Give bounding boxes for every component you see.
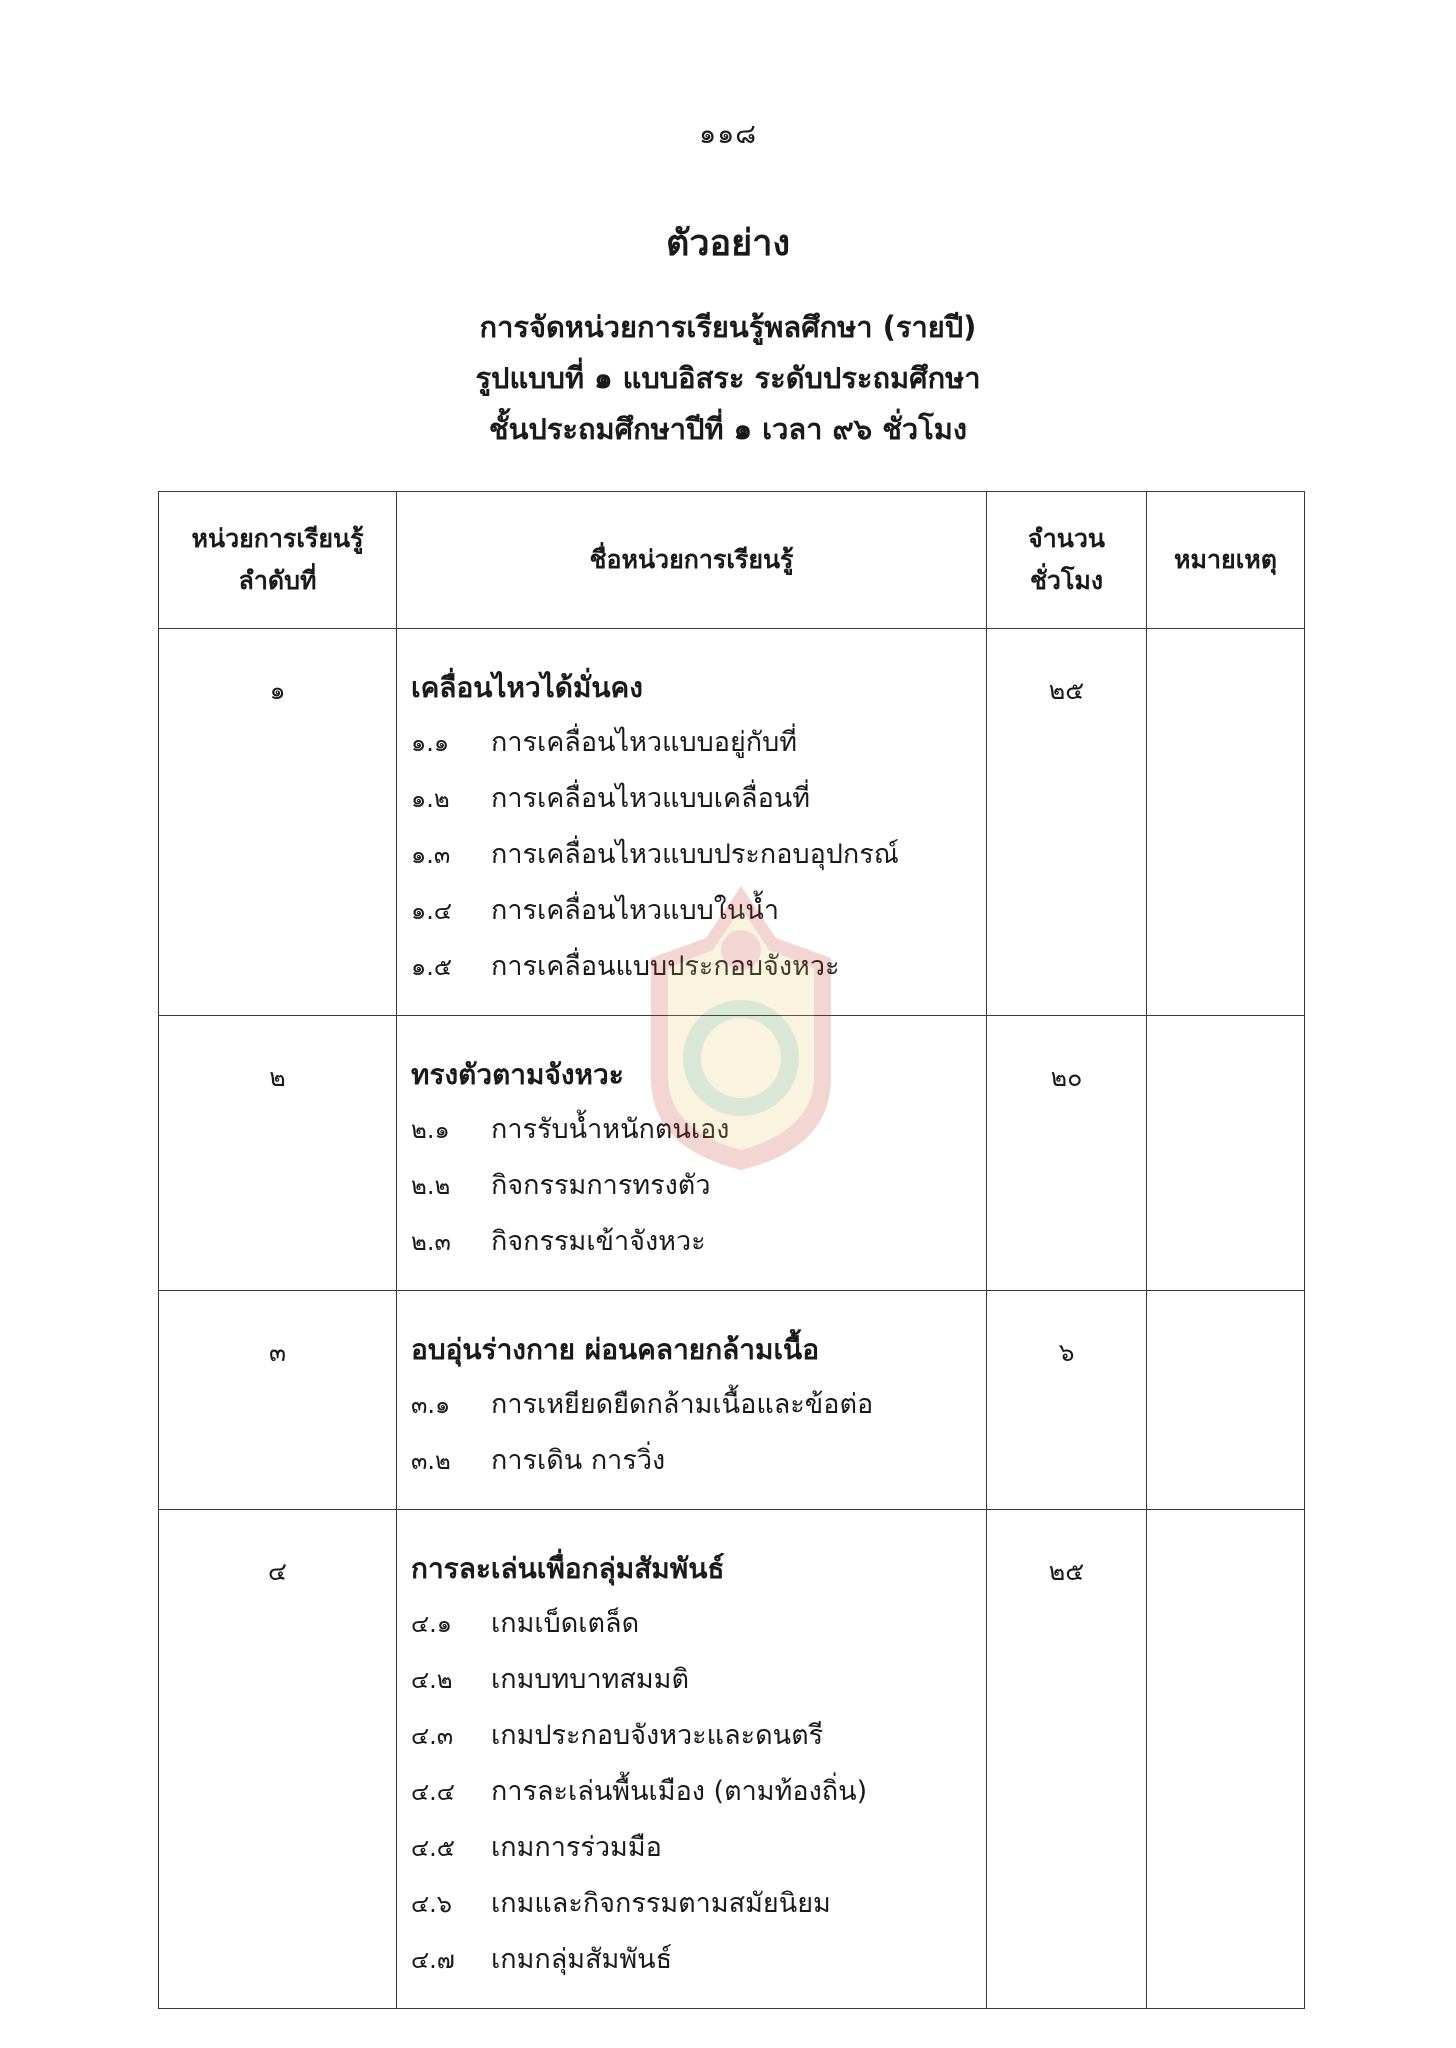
sub-unit-number: ๔.๒ (411, 1666, 453, 1694)
sub-unit-text: การละเล่นพื้นเมือง (ตามท้องถิ่น) (491, 1776, 868, 1807)
sub-unit-item (411, 1652, 986, 1708)
sub-unit-item (411, 715, 986, 771)
sub-unit-number: ๑.๕ (411, 953, 453, 981)
unit-number-cell: ๔ (159, 1510, 397, 2009)
sub-unit-item (411, 1102, 986, 1158)
unit-name-cell (397, 1291, 987, 1510)
subtitle-block (0, 302, 1456, 455)
sub-unit-number: ๑.๓ (411, 841, 451, 869)
header-hours (987, 492, 1147, 629)
sub-unit-text: เกมประกอบจังหวะและดนตรี (491, 1720, 824, 1751)
sub-unit-text: การเคลื่อนแบบประกอบจังหวะ (491, 951, 840, 982)
unit-name-cell (397, 1016, 987, 1291)
sub-unit-number: ๔.๑ (411, 1610, 453, 1638)
sub-unit-number: ๒.๓ (411, 1228, 451, 1256)
sub-unit-item (411, 1214, 986, 1270)
header-hours-line2: ชั่วโมง (1029, 566, 1104, 595)
sub-unit-text: กิจกรรมเข้าจังหวะ (491, 1226, 706, 1257)
sub-unit-item (411, 1708, 986, 1764)
sub-unit-number: ๒.๑ (411, 1116, 450, 1144)
sub-unit-text: เกมและกิจกรรมตามสมัยนิยม (491, 1888, 831, 1919)
sub-unit-text: การเคลื่อนไหวแบบในน้ำ (491, 895, 779, 926)
unit-title: อบอุ่นร่างกาย ผ่อนคลายกล้ามเนื้อ (411, 1333, 820, 1366)
sub-unit-number: ๓.๒ (411, 1447, 451, 1475)
page-number: ๑๑๘ (698, 119, 758, 150)
note-cell (1147, 1016, 1305, 1291)
sub-unit-number: ๒.๒ (411, 1172, 451, 1200)
sub-unit-item (411, 1764, 986, 1820)
note-cell (1147, 629, 1305, 1016)
sub-unit-item (411, 771, 986, 827)
sub-unit-item (411, 1596, 986, 1652)
unit-name-cell (397, 629, 987, 1016)
note-cell (1147, 1510, 1305, 2009)
document-title: ตัวอย่าง (665, 223, 791, 264)
sub-unit-item (411, 1158, 986, 1214)
subtitle-line: การจัดหน่วยการเรียนรู้พลศึกษา (รายปี) (479, 310, 977, 344)
sub-unit-text: การเคลื่อนไหวแบบอยู่กับที่ (491, 727, 798, 758)
sub-unit-text: การเคลื่อนไหวแบบประกอบอุปกรณ์ (491, 839, 899, 870)
sub-unit-item (411, 939, 986, 995)
sub-unit-number: ๑.๔ (411, 897, 453, 925)
sub-unit-number: ๔.๕ (411, 1834, 455, 1862)
unit-title: ทรงตัวตามจังหวะ (411, 1058, 624, 1091)
sub-unit-item (411, 827, 986, 883)
unit-number-cell: ๒ (159, 1016, 397, 1291)
table-row (159, 1510, 1305, 2009)
sub-unit-text: การเคลื่อนไหวแบบเคลื่อนที่ (491, 783, 811, 814)
sub-unit-item (411, 883, 986, 939)
sub-unit-number: ๔.๗ (411, 1946, 455, 1974)
sub-unit-item (411, 1876, 986, 1932)
sub-unit-text: เกมกลุ่มสัมพันธ์ (491, 1944, 673, 1975)
sub-unit-number: ๑.๑ (411, 729, 450, 757)
hours-cell: ๒๕ (987, 1510, 1147, 2009)
sub-unit-text: เกมการร่วมมือ (491, 1832, 662, 1863)
hours-cell: ๒๕ (987, 629, 1147, 1016)
sub-unit-number: ๔.๓ (411, 1722, 454, 1750)
table-header-row (159, 492, 1305, 629)
header-note: หมายเหตุ (1147, 492, 1305, 629)
learning-units-table (158, 491, 1305, 2009)
subtitle-line: ชั้นประถมศึกษาปีที่ ๑ เวลา ๙๖ ชั่วโมง (488, 412, 968, 446)
sub-unit-item (411, 1820, 986, 1876)
header-hours-line1: จำนวน (1028, 524, 1105, 553)
note-cell (1147, 1291, 1305, 1510)
sub-unit-number: ๑.๒ (411, 785, 450, 813)
unit-number-cell: ๑ (159, 629, 397, 1016)
header-unit-number-line1: หน่วยการเรียนรู้ (191, 524, 364, 553)
header-unit-number-line2: ลำดับที่ (238, 566, 317, 595)
sub-unit-text: การเหยียดยืดกล้ามเนื้อและข้อต่อ (491, 1389, 874, 1420)
sub-unit-text: การรับน้ำหนักตนเอง (491, 1114, 730, 1145)
subtitle-line: รูปแบบที่ ๑ แบบอิสระ ระดับประถมศึกษา (475, 361, 981, 395)
unit-name-cell (397, 1510, 987, 2009)
sub-unit-text: การเดิน การวิ่ง (491, 1445, 666, 1476)
sub-unit-number: ๓.๑ (411, 1391, 451, 1419)
table-row (159, 1291, 1305, 1510)
hours-cell: ๒๐ (987, 1016, 1147, 1291)
sub-unit-item (411, 1433, 986, 1489)
sub-unit-number: ๔.๖ (411, 1890, 453, 1918)
sub-unit-item (411, 1377, 986, 1433)
sub-unit-item (411, 1932, 986, 1988)
hours-cell: ๖ (987, 1291, 1147, 1510)
unit-title: การละเล่นเพื่อกลุ่มสัมพันธ์ (411, 1552, 725, 1585)
sub-unit-text: เกมเบ็ดเตล็ด (491, 1608, 640, 1639)
sub-unit-text: กิจกรรมการทรงตัว (491, 1170, 711, 1201)
table-row (159, 629, 1305, 1016)
header-unit-number (159, 492, 397, 629)
sub-unit-number: ๔.๔ (411, 1778, 455, 1806)
unit-number-cell: ๓ (159, 1291, 397, 1510)
unit-title: เคลื่อนไหวได้มั่นคง (411, 671, 643, 704)
sub-unit-text: เกมบทบาทสมมติ (491, 1664, 690, 1695)
table-row (159, 1016, 1305, 1291)
header-unit-name: ชื่อหน่วยการเรียนรู้ (397, 492, 987, 629)
